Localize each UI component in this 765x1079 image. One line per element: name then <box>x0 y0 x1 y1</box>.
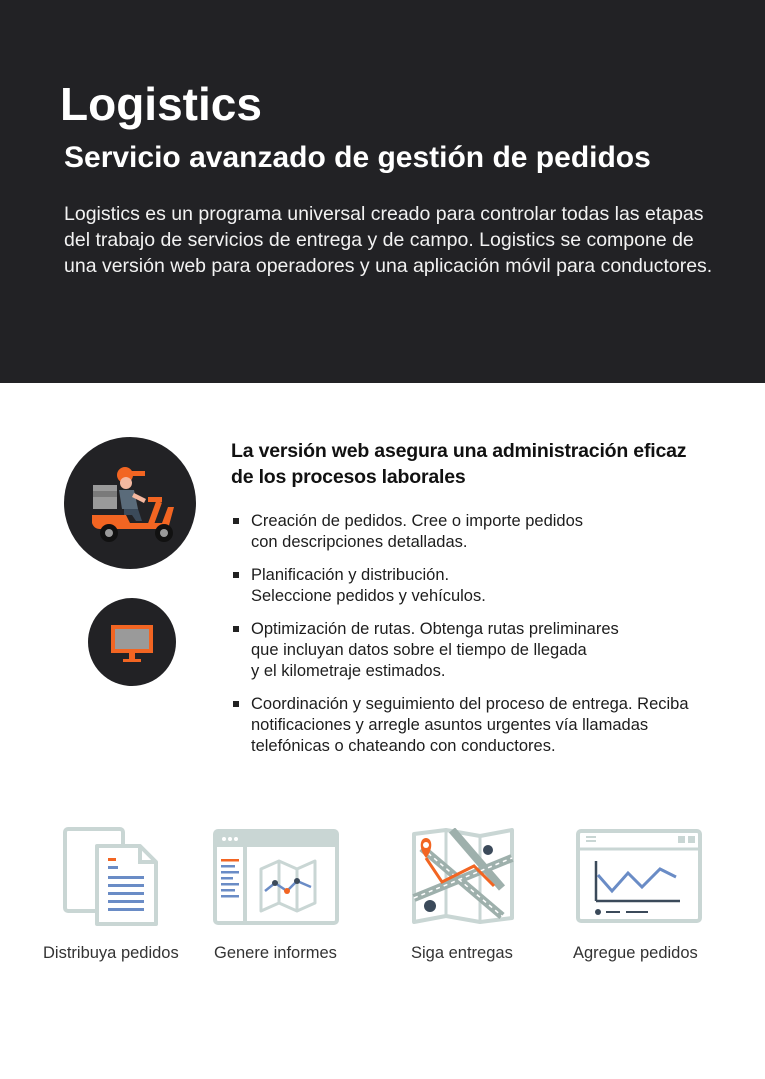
bullet-icon <box>233 626 239 632</box>
document-icon <box>62 826 158 928</box>
tile-label: Distribuya pedidos <box>43 944 179 962</box>
feature-item <box>233 694 733 757</box>
tile-label: Agregue pedidos <box>573 944 698 962</box>
features-heading <box>231 438 711 490</box>
feature-item <box>233 619 733 682</box>
feature-item <box>233 565 733 607</box>
chart-window-icon <box>576 829 702 923</box>
bullet-icon <box>233 518 239 524</box>
intro-paragraph: Logistics es un programa universal creado para controlar todas las etapas del trabajo de servicios de entrega y de campo. Logistics se compone de una versión web para operadores y una aplicación móvil para conductores. <box>64 203 713 277</box>
tile-label: Siga entregas <box>411 944 513 962</box>
feature-item <box>233 511 733 553</box>
feature-line: Seleccione pedidos y vehículos. <box>251 587 486 605</box>
feature-line: Optimización de rutas. Obtenga rutas preliminares <box>251 620 619 638</box>
feature-line: Coordinación y seguimiento del proceso de entrega. Reciba <box>251 695 689 713</box>
feature-line: notificaciones y arregle asuntos urgentes vía llamadas <box>251 716 649 734</box>
features-heading-line: La versión web asegura una administración eficaz <box>231 440 687 462</box>
feature-line: Creación de pedidos. Cree o importe pedidos <box>251 512 584 530</box>
feature-line: Planificación y distribución. <box>251 566 450 584</box>
page-title: Logistics <box>60 78 262 130</box>
monitor-icon <box>88 598 176 686</box>
feature-line: con descripciones detalladas. <box>251 533 468 551</box>
hero-banner <box>0 0 765 383</box>
delivery-scooter-icon <box>64 437 196 569</box>
feature-line: y el kilometraje estimados. <box>251 662 446 680</box>
feature-line: telefónicas o chateando con conductores. <box>251 737 556 755</box>
features-list <box>233 511 733 757</box>
tile-label: Genere informes <box>214 944 337 962</box>
report-map-icon <box>213 829 339 925</box>
route-map-icon <box>412 828 514 924</box>
feature-line: que incluyan datos sobre el tiempo de llegada <box>251 641 587 659</box>
features-heading-line: de los procesos laborales <box>231 466 466 488</box>
page-subtitle: Servicio avanzado de gestión de pedidos <box>64 141 651 174</box>
bullet-icon <box>233 701 239 707</box>
bullet-icon <box>233 572 239 578</box>
